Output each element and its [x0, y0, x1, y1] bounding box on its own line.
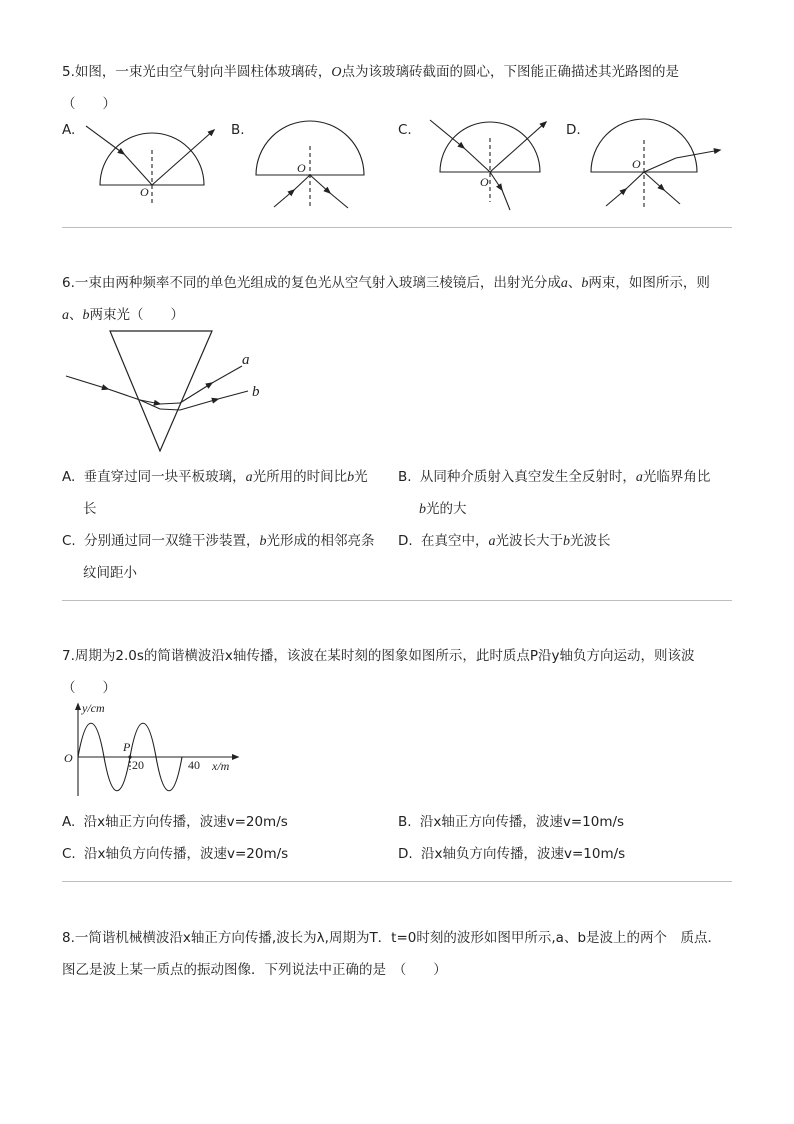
q7-point-p-label: P — [123, 740, 131, 754]
q5-option-d-letter: D. — [566, 122, 581, 138]
q5-diagram-a — [86, 126, 214, 205]
q6-option-d[interactable]: D. 在真空中，a光波长大于b光波长 — [398, 533, 611, 549]
divider-1 — [62, 227, 732, 228]
q5-option-b-letter: B. — [231, 122, 245, 138]
q7-tick-40: 40 — [188, 758, 200, 772]
q7-wave-graph — [60, 700, 260, 800]
q5-d-point-o: O — [632, 157, 641, 171]
q6-option-a[interactable]: A. 垂直穿过同一块平板玻璃，a光所用的时间比b光 — [62, 469, 368, 485]
q7-option-c[interactable]: C. 沿x轴负方向传播，波速v=20m/s — [62, 846, 289, 862]
q7-option-b[interactable]: B. 沿x轴正方向传播，波速v=10m/s — [398, 814, 625, 830]
q5-a-point-o: O — [140, 185, 149, 199]
q5-stem: 5.如图，一束光由空气射向半圆柱体玻璃砖，O点为该玻璃砖截面的圆心，下图能正确描述其光路图的是 — [62, 64, 680, 80]
q5-option-a-letter: A. — [62, 122, 76, 138]
q8-stem-line2: 图乙是波上某一质点的振动图像．下列说法中正确的是 （ ） — [62, 962, 447, 978]
q5-c-point-o: O — [480, 175, 489, 189]
q6-prism — [110, 331, 212, 451]
q6-option-c[interactable]: C. 分别通过同一双缝干涉装置，b光形成的相邻亮条 — [62, 533, 375, 549]
q7-y-label: y/cm — [82, 701, 105, 715]
q6-ray-b-label: b — [252, 384, 260, 400]
q7-tick-20: 20 — [132, 758, 144, 772]
q7-origin-label: O — [64, 751, 73, 765]
q6-option-b-line2: b光的大 — [419, 501, 467, 517]
q7-x-label: x/m — [212, 759, 230, 773]
q5-paren: （ ） — [62, 96, 116, 112]
divider-2 — [62, 600, 732, 601]
q6-ray-a-label: a — [242, 352, 250, 368]
q5-diagrams — [0, 110, 794, 210]
q6-stem-line1: 6.一束由两种频率不同的单色光组成的复色光从空气射入玻璃三棱镜后，出射光分成a、b两束，如图所示，则 — [62, 275, 710, 291]
q7-stem: 7.周期为2.0s的简谐横波沿x轴传播，该波在某时刻的图象如图所示，此时质点P沿y轴负方向运动，则该波 — [62, 648, 695, 664]
q7-option-a[interactable]: A. 沿x轴正方向传播，波速v=20m/s — [62, 814, 288, 830]
q5-diagram-d — [591, 119, 720, 208]
q7-option-d[interactable]: D. 沿x轴负方向传播，波速v=10m/s — [398, 846, 626, 862]
q7-paren: （ ） — [62, 680, 116, 696]
q5-diagram-b — [256, 121, 364, 208]
q8-stem-line1: 8.一简谐机械横波沿x轴正方向传播,波长为λ,周期为T．t=0时刻的波形如图甲所示,a、b是波上的两个 质点． — [62, 930, 722, 946]
q5-diagram-c — [430, 120, 546, 210]
q6-option-b[interactable]: B. 从同种介质射入真空发生全反射时，a光临界角比 — [398, 469, 711, 485]
divider-3 — [62, 881, 732, 882]
q6-option-c-line2: 纹间距小 — [83, 565, 137, 581]
q5-b-point-o: O — [297, 161, 306, 175]
q6-stem-line2: a、b两束光（ ） — [62, 307, 184, 323]
q5-option-c-letter: C. — [398, 122, 412, 138]
q6-option-a-line2: 长 — [83, 501, 97, 517]
q6-prism-diagram — [60, 328, 280, 458]
